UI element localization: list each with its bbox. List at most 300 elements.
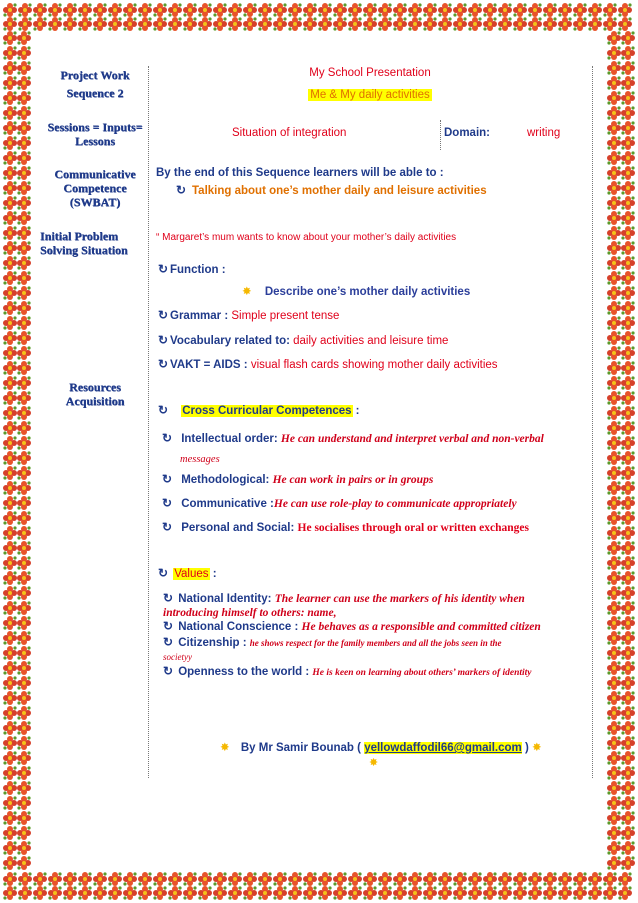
flower-icon: [198, 872, 212, 886]
project-work-text: Project Work: [60, 68, 130, 82]
flower-icon: [198, 17, 212, 31]
page-subtitle: Me & My daily activities: [310, 89, 430, 101]
flower-icon: [17, 301, 31, 315]
flower-icon: [393, 886, 407, 900]
clock-arrow-icon: ↻: [163, 635, 174, 649]
flower-icon: [17, 601, 31, 615]
flower-icon: [543, 17, 557, 31]
flower-icon: [63, 17, 77, 31]
flower-icon: [303, 17, 317, 31]
sessions-text: Sessions = Inputs=: [47, 120, 143, 134]
flower-icon: [17, 436, 31, 450]
flower-icon: [3, 46, 17, 60]
flower-icon: [348, 17, 362, 31]
flower-icon: [3, 631, 17, 645]
flower-icon: [621, 571, 635, 585]
flower-icon: [333, 872, 347, 886]
flower-icon: [17, 646, 31, 660]
label-communicative: [40, 167, 150, 209]
flower-icon: [288, 17, 302, 31]
flower-icon: [621, 136, 635, 150]
flower-icon: [607, 241, 621, 255]
flower-icon: [48, 872, 62, 886]
flower-icon: [123, 886, 137, 900]
flower-icon: [17, 811, 31, 825]
flower-icon: [513, 886, 527, 900]
problem-text: “ Margaret’s mum wants to know about your mother’s daily activities: [156, 232, 457, 243]
flower-icon: [607, 256, 621, 270]
method-value: He can work in pairs or in groups: [272, 474, 434, 486]
flower-icon: [468, 3, 482, 17]
identity-row: [163, 591, 591, 620]
flower-icon: [17, 76, 31, 90]
flower-icon: [453, 872, 467, 886]
flower-icon: [607, 226, 621, 240]
flower-icon: [3, 166, 17, 180]
flower-icon: [408, 17, 422, 31]
flower-icon: [621, 646, 635, 660]
flower-icon: [93, 886, 107, 900]
flower-icon: [18, 886, 32, 900]
flower-icon: [348, 886, 362, 900]
flower-icon: [607, 136, 621, 150]
flower-icon: [438, 872, 452, 886]
flower-icon: [3, 556, 17, 570]
clock-arrow-icon: ↻: [163, 619, 174, 633]
flower-icon: [213, 17, 227, 31]
openness-label: Openness to the world :: [178, 666, 310, 678]
flower-icon: [138, 886, 152, 900]
flower-icon: [393, 3, 407, 17]
flower-icon: [607, 781, 621, 795]
flower-icon: [483, 17, 497, 31]
flower-icon: [607, 766, 621, 780]
openness-row: [163, 664, 532, 678]
flower-icon: [3, 271, 17, 285]
flower-icon: [33, 17, 47, 31]
flower-icon: [438, 886, 452, 900]
flower-icon: [607, 451, 621, 465]
flower-icon: [183, 872, 197, 886]
flower-icon: [3, 691, 17, 705]
intellectual-label: Intellectual order:: [181, 433, 278, 445]
values-label: Values: [174, 568, 209, 580]
flower-icon: [138, 872, 152, 886]
flower-icon: [3, 601, 17, 615]
domain-divider: [440, 120, 441, 150]
clock-arrow-icon: ↻: [158, 333, 169, 347]
cross-colon: :: [355, 405, 360, 417]
flower-icon: [607, 151, 621, 165]
flower-icon: [408, 3, 422, 17]
communicative-text: Communicative: [54, 167, 136, 181]
flower-icon: [17, 121, 31, 135]
method-label: Methodological:: [181, 474, 270, 486]
flower-icon: [17, 556, 31, 570]
cross-row: [158, 403, 359, 417]
clock-arrow-icon: ↻: [158, 357, 169, 371]
flower-icon: [621, 706, 635, 720]
function-row: [158, 262, 226, 276]
competence-item: [176, 183, 487, 197]
flower-icon: [513, 3, 527, 17]
flower-icon: [123, 872, 137, 886]
flower-icon: [621, 451, 635, 465]
flower-icon: [348, 3, 362, 17]
flower-icon: [17, 571, 31, 585]
flower-icon: [3, 766, 17, 780]
flower-icon: [607, 271, 621, 285]
flower-icon: [607, 811, 621, 825]
author-close: ): [524, 742, 529, 754]
flower-icon: [438, 3, 452, 17]
flower-icon: [543, 886, 557, 900]
author-email-link[interactable]: yellowdaffodil66@gmail.com: [364, 742, 522, 754]
flower-icon: [423, 872, 437, 886]
flower-icon: [168, 872, 182, 886]
flower-icon: [3, 886, 17, 900]
flower-icon: [621, 316, 635, 330]
flower-icon: [17, 376, 31, 390]
sequence-text: Sequence 2: [66, 86, 124, 100]
flower-icon: [468, 872, 482, 886]
star-icon: ✸: [532, 742, 542, 754]
flower-icon: [453, 886, 467, 900]
flower-icon: [3, 316, 17, 330]
flower-icon: [3, 421, 17, 435]
conscience-label: National Conscience :: [178, 621, 299, 633]
flower-icon: [621, 661, 635, 675]
flower-icon: [258, 886, 272, 900]
vakt-value: visual flash cards showing mother daily activities: [250, 359, 498, 371]
flower-icon: [621, 121, 635, 135]
flower-icon: [17, 691, 31, 705]
flower-icon: [453, 17, 467, 31]
flower-icon: [607, 301, 621, 315]
flower-icon: [453, 3, 467, 17]
flower-icon: [3, 856, 17, 870]
flower-icon: [33, 872, 47, 886]
flower-icon: [228, 872, 242, 886]
flower-icon: [78, 872, 92, 886]
flower-icon: [621, 541, 635, 555]
label-resources: [40, 380, 150, 408]
flower-icon: [93, 872, 107, 886]
flower-icon: [17, 106, 31, 120]
flower-icon: [607, 346, 621, 360]
flower-icon: [243, 17, 257, 31]
flower-icon: [621, 511, 635, 525]
flower-icon: [621, 61, 635, 75]
flower-icon: [63, 3, 77, 17]
flower-icon: [607, 691, 621, 705]
flower-icon: [93, 17, 107, 31]
flower-icon: [3, 511, 17, 525]
flower-icon: [607, 721, 621, 735]
flower-icon: [588, 3, 602, 17]
clock-arrow-icon: ↻: [163, 664, 174, 678]
function-value-row: [242, 284, 470, 298]
flower-icon: [621, 271, 635, 285]
clock-arrow-icon: ↻: [162, 520, 173, 534]
flower-icon: [3, 121, 17, 135]
flower-icon: [168, 17, 182, 31]
intellectual-row: [162, 428, 587, 470]
author-line: [220, 740, 542, 754]
flower-icon: [607, 316, 621, 330]
swbat-text: (SWBAT): [69, 195, 121, 209]
flower-icon: [48, 3, 62, 17]
flower-icon: [333, 17, 347, 31]
personal-value: He socialises through oral or written exchanges: [297, 522, 530, 534]
flower-icon: [17, 856, 31, 870]
flower-icon: [153, 17, 167, 31]
flower-icon: [543, 3, 557, 17]
flower-icon: [17, 751, 31, 765]
flower-icon: [17, 391, 31, 405]
flower-icon: [363, 886, 377, 900]
flower-icon: [17, 136, 31, 150]
flower-icon: [3, 706, 17, 720]
flower-icon: [17, 346, 31, 360]
flower-icon: [498, 886, 512, 900]
flower-icon: [621, 301, 635, 315]
flower-icon: [17, 286, 31, 300]
flower-icon: [588, 17, 602, 31]
flower-icon: [483, 886, 497, 900]
flower-icon: [318, 3, 332, 17]
flower-icon: [183, 17, 197, 31]
flower-icon: [3, 91, 17, 105]
vakt-row: [158, 357, 498, 371]
flower-icon: [607, 706, 621, 720]
identity-label: National Identity:: [178, 593, 272, 605]
flower-icon: [17, 181, 31, 195]
flower-icon: [3, 811, 17, 825]
flower-icon: [258, 872, 272, 886]
flower-icon: [607, 571, 621, 585]
lessons-text: Lessons: [74, 134, 115, 148]
flower-icon: [3, 391, 17, 405]
flower-icon: [607, 841, 621, 855]
cross-label: Cross Curricular Competences: [182, 405, 352, 417]
flower-icon: [607, 526, 621, 540]
page-subtitle-wrap: [150, 85, 590, 103]
flower-icon: [3, 406, 17, 420]
flower-icon: [3, 196, 17, 210]
flower-icon: [618, 872, 632, 886]
flower-icon: [17, 631, 31, 645]
flower-icon: [408, 886, 422, 900]
flower-icon: [303, 886, 317, 900]
flower-icon: [3, 751, 17, 765]
acquisition-text: Acquisition: [65, 394, 125, 408]
flower-icon: [621, 196, 635, 210]
flower-icon: [621, 856, 635, 870]
solving-situation-text: Solving Situation: [40, 243, 128, 257]
flower-icon: [618, 886, 632, 900]
flower-icon: [621, 361, 635, 375]
flower-icon: [607, 601, 621, 615]
domain-label: Domain:: [444, 127, 490, 139]
flower-icon: [618, 17, 632, 31]
flower-icon: [3, 526, 17, 540]
flower-icon: [603, 3, 617, 17]
flower-icon: [3, 256, 17, 270]
flower-icon: [18, 3, 32, 17]
star-icon: ✸: [369, 757, 379, 769]
flower-icon: [3, 3, 17, 17]
flower-icon: [621, 391, 635, 405]
flower-icon: [17, 91, 31, 105]
flower-icon: [198, 3, 212, 17]
flower-icon: [621, 721, 635, 735]
flower-icon: [621, 331, 635, 345]
flower-icon: [363, 872, 377, 886]
flower-icon: [607, 616, 621, 630]
flower-icon: [17, 826, 31, 840]
flower-icon: [621, 376, 635, 390]
flower-icon: [621, 421, 635, 435]
flower-icon: [607, 481, 621, 495]
flower-icon: [17, 241, 31, 255]
flower-icon: [3, 376, 17, 390]
flower-icon: [78, 17, 92, 31]
flower-icon: [607, 361, 621, 375]
flower-icon: [618, 3, 632, 17]
flower-icon: [48, 886, 62, 900]
method-row: [162, 472, 433, 486]
situation-text: Situation of integration: [232, 127, 347, 139]
flower-icon: [17, 46, 31, 60]
flower-icon: [621, 31, 635, 45]
flower-icon: [423, 17, 437, 31]
flower-icon: [3, 241, 17, 255]
vocab-label: Vocabulary related to:: [170, 335, 290, 347]
intellectual-value: He can understand and interpret verbal and non-verbal: [280, 433, 544, 445]
flower-icon: [153, 886, 167, 900]
grammar-label: Grammar :: [170, 310, 229, 322]
flower-icon: [621, 226, 635, 240]
conscience-value: He behaves as a responsible and committed citizen: [301, 621, 541, 633]
flower-icon: [17, 661, 31, 675]
flower-icon: [408, 872, 422, 886]
flower-icon: [3, 571, 17, 585]
flower-icon: [621, 436, 635, 450]
flower-icon: [621, 106, 635, 120]
flower-icon: [3, 226, 17, 240]
right-divider: [592, 66, 593, 778]
flower-icon: [17, 526, 31, 540]
flower-icon: [303, 872, 317, 886]
flower-icon: [378, 3, 392, 17]
comm-value: He can use role-play to communicate appropriately: [273, 498, 517, 510]
flower-icon: [108, 886, 122, 900]
flower-icon: [3, 136, 17, 150]
author-text: By Mr Samir Bounab (: [240, 742, 361, 754]
flower-icon: [607, 106, 621, 120]
flower-icon: [17, 721, 31, 735]
competence-text: Competence: [63, 181, 127, 195]
initial-problem-text: Initial Problem: [40, 229, 119, 243]
flower-icon: [303, 3, 317, 17]
flower-icon: [607, 406, 621, 420]
flower-icon: [17, 331, 31, 345]
flower-icon: [93, 3, 107, 17]
flower-icon: [3, 796, 17, 810]
flower-icon: [213, 872, 227, 886]
clock-arrow-icon: ↻: [158, 566, 169, 580]
flower-icon: [607, 511, 621, 525]
flower-icon: [607, 826, 621, 840]
flower-icon: [607, 661, 621, 675]
clock-arrow-icon: ↻: [162, 472, 173, 486]
flower-icon: [558, 17, 572, 31]
label-initial-problem: [40, 229, 140, 257]
flower-icon: [3, 661, 17, 675]
flower-icon: [17, 616, 31, 630]
citizenship-label: Citizenship :: [178, 637, 247, 649]
flower-icon: [183, 886, 197, 900]
competence-intro: By the end of this Sequence learners will be able to :: [156, 167, 444, 179]
clock-arrow-icon: ↻: [158, 308, 169, 322]
flower-icon: [543, 872, 557, 886]
flower-icon: [258, 17, 272, 31]
flower-icon: [607, 541, 621, 555]
flower-icon: [3, 646, 17, 660]
flower-icon: [468, 886, 482, 900]
flower-icon: [3, 721, 17, 735]
flower-icon: [273, 17, 287, 31]
flower-icon: [607, 76, 621, 90]
flower-icon: [607, 211, 621, 225]
flower-icon: [17, 451, 31, 465]
flower-icon: [513, 872, 527, 886]
flower-icon: [3, 496, 17, 510]
flower-icon: [17, 151, 31, 165]
flower-icon: [273, 3, 287, 17]
resources-text: Resources: [69, 380, 121, 394]
flower-icon: [3, 841, 17, 855]
flower-icon: [378, 872, 392, 886]
flower-icon: [607, 466, 621, 480]
flower-icon: [3, 286, 17, 300]
flower-icon: [3, 301, 17, 315]
flower-icon: [423, 3, 437, 17]
flower-icon: [607, 631, 621, 645]
citizenship-value-2: societyy: [163, 652, 192, 662]
flower-icon: [513, 17, 527, 31]
flower-icon: [3, 61, 17, 75]
flower-icon: [3, 826, 17, 840]
flower-icon: [621, 76, 635, 90]
flower-icon: [621, 46, 635, 60]
flower-icon: [3, 181, 17, 195]
flower-icon: [63, 886, 77, 900]
domain-value: writing: [527, 127, 561, 139]
flower-icon: [3, 872, 17, 886]
flower-icon: [528, 17, 542, 31]
flower-icon: [3, 76, 17, 90]
values-colon: :: [212, 568, 217, 580]
flower-icon: [621, 796, 635, 810]
flower-icon: [621, 211, 635, 225]
flower-icon: [168, 886, 182, 900]
flower-icon: [573, 886, 587, 900]
flower-icon: [528, 3, 542, 17]
flower-icon: [621, 601, 635, 615]
flower-icon: [498, 17, 512, 31]
